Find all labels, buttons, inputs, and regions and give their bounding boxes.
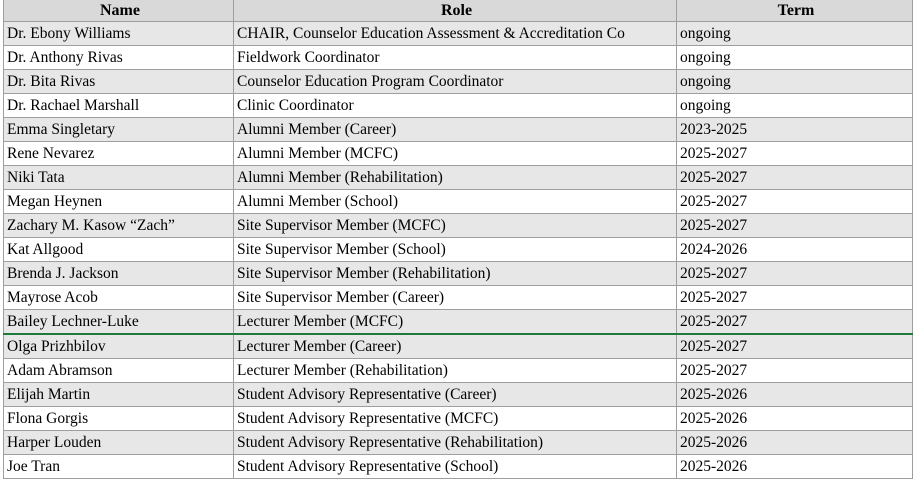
cell-term[interactable]: 2025-2027 xyxy=(677,262,913,286)
table-row xyxy=(4,431,913,455)
header-term[interactable]: Term xyxy=(677,0,913,22)
table-row xyxy=(4,94,913,118)
cell-name[interactable]: Harper Louden xyxy=(4,431,234,455)
cell-name[interactable]: Dr. Rachael Marshall xyxy=(4,94,234,118)
table-row xyxy=(4,46,913,70)
cell-name[interactable]: Adam Abramson xyxy=(4,359,234,383)
cell-term[interactable]: 2025-2027 xyxy=(677,214,913,238)
header-row xyxy=(4,0,913,22)
table-row xyxy=(4,142,913,166)
cell-role[interactable]: Site Supervisor Member (Rehabilitation) xyxy=(234,262,677,286)
cell-role[interactable]: Clinic Coordinator xyxy=(234,94,677,118)
header-role[interactable]: Role xyxy=(234,0,677,22)
cell-term[interactable]: 2025-2026 xyxy=(677,455,913,479)
cell-role[interactable]: Student Advisory Representative (Rehabilitation) xyxy=(234,431,677,455)
cell-role[interactable]: CHAIR, Counselor Education Assessment & Accreditation Co xyxy=(234,22,677,46)
cell-role[interactable]: Student Advisory Representative (School) xyxy=(234,455,677,479)
cell-term[interactable]: 2025-2027 xyxy=(677,334,913,359)
cell-term[interactable]: ongoing xyxy=(677,22,913,46)
cell-name[interactable]: Joe Tran xyxy=(4,455,234,479)
cell-name[interactable]: Dr. Ebony Williams xyxy=(4,22,234,46)
cell-name[interactable]: Brenda J. Jackson xyxy=(4,262,234,286)
cell-name[interactable]: Emma Singletary xyxy=(4,118,234,142)
cell-term[interactable]: ongoing xyxy=(677,94,913,118)
table-row xyxy=(4,262,913,286)
cell-term[interactable]: 2025-2026 xyxy=(677,383,913,407)
table-row xyxy=(4,22,913,46)
cell-name[interactable]: Megan Heynen xyxy=(4,190,234,214)
cell-term[interactable]: 2025-2027 xyxy=(677,142,913,166)
cell-term[interactable]: 2025-2026 xyxy=(677,407,913,431)
header-name[interactable]: Name xyxy=(4,0,234,22)
cell-role[interactable]: Fieldwork Coordinator xyxy=(234,46,677,70)
cell-term[interactable]: 2025-2027 xyxy=(677,190,913,214)
cell-term[interactable]: 2025-2027 xyxy=(677,166,913,190)
table-row xyxy=(4,214,913,238)
cell-name[interactable]: Kat Allgood xyxy=(4,238,234,262)
cell-role[interactable]: Alumni Member (Career) xyxy=(234,118,677,142)
table-row xyxy=(4,70,913,94)
table-row xyxy=(4,286,913,310)
cell-term[interactable]: 2025-2026 xyxy=(677,431,913,455)
cell-name[interactable]: Bailey Lechner-Luke xyxy=(4,310,234,335)
table-row xyxy=(4,359,913,383)
cell-name[interactable]: Flona Gorgis xyxy=(4,407,234,431)
table-row xyxy=(4,407,913,431)
cell-term[interactable]: 2024-2026 xyxy=(677,238,913,262)
cell-term[interactable]: ongoing xyxy=(677,70,913,94)
table-row xyxy=(4,166,913,190)
table-row xyxy=(4,383,913,407)
cell-role[interactable]: Site Supervisor Member (MCFC) xyxy=(234,214,677,238)
cell-name[interactable]: Mayrose Acob xyxy=(4,286,234,310)
cell-role[interactable]: Lecturer Member (Career) xyxy=(234,334,677,359)
cell-role[interactable]: Alumni Member (Rehabilitation) xyxy=(234,166,677,190)
cell-name[interactable]: Niki Tata xyxy=(4,166,234,190)
cell-name[interactable]: Elijah Martin xyxy=(4,383,234,407)
cell-name[interactable]: Dr. Anthony Rivas xyxy=(4,46,234,70)
cell-term[interactable]: 2025-2027 xyxy=(677,359,913,383)
cell-role[interactable]: Counselor Education Program Coordinator xyxy=(234,70,677,94)
cell-role[interactable]: Alumni Member (School) xyxy=(234,190,677,214)
cell-name[interactable]: Rene Nevarez xyxy=(4,142,234,166)
table-row xyxy=(4,238,913,262)
cell-role[interactable]: Site Supervisor Member (School) xyxy=(234,238,677,262)
cell-role[interactable]: Alumni Member (MCFC) xyxy=(234,142,677,166)
cell-role[interactable]: Student Advisory Representative (MCFC) xyxy=(234,407,677,431)
cell-name[interactable]: Dr. Bita Rivas xyxy=(4,70,234,94)
cell-role[interactable]: Site Supervisor Member (Career) xyxy=(234,286,677,310)
table-row xyxy=(4,118,913,142)
cell-role[interactable]: Student Advisory Representative (Career) xyxy=(234,383,677,407)
cell-role[interactable]: Lecturer Member (Rehabilitation) xyxy=(234,359,677,383)
cell-term[interactable]: 2023-2025 xyxy=(677,118,913,142)
table-row xyxy=(4,334,913,359)
table-row xyxy=(4,455,913,479)
committee-table xyxy=(3,0,913,479)
cell-term[interactable]: ongoing xyxy=(677,46,913,70)
cell-role[interactable]: Lecturer Member (MCFC) xyxy=(234,310,677,335)
cell-term[interactable]: 2025-2027 xyxy=(677,310,913,335)
cell-name[interactable]: Olga Prizhbilov xyxy=(4,334,234,359)
table-row xyxy=(4,190,913,214)
cell-term[interactable]: 2025-2027 xyxy=(677,286,913,310)
cell-name[interactable]: Zachary M. Kasow “Zach” xyxy=(4,214,234,238)
table-row xyxy=(4,310,913,335)
